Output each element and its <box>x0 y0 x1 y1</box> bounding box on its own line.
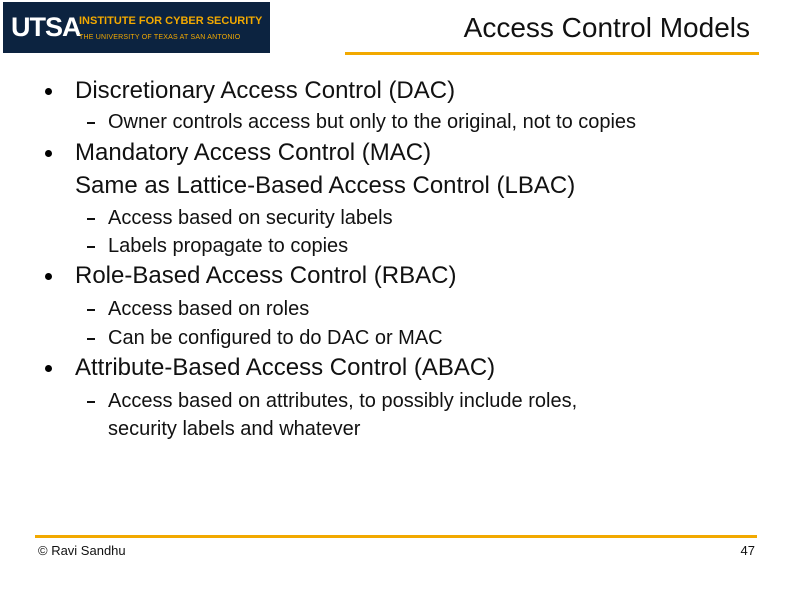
logo-institute-name: INSTITUTE FOR CYBER SECURITY <box>79 15 263 27</box>
logo-university-name: THE UNIVERSITY OF TEXAS AT SAN ANTONIO <box>79 34 241 41</box>
sub-bullet-rbac-1: Access based on roles <box>108 298 310 320</box>
dash-icon <box>87 246 95 248</box>
bullet-dot-icon <box>45 273 52 280</box>
page-number: 47 <box>740 543 755 558</box>
sub-bullet-dac-1: Owner controls access but only to the original, not to copies <box>108 111 637 133</box>
bullet-dot-icon <box>45 88 52 95</box>
dash-icon <box>87 338 95 340</box>
logo-wordmark: UTSA <box>11 12 81 42</box>
bullet-rbac: Role-Based Access Control (RBAC) <box>75 262 457 289</box>
bullet-dac: Discretionary Access Control (DAC) <box>75 77 456 104</box>
bullet-abac: Attribute-Based Access Control (ABAC) <box>75 354 496 381</box>
footer-divider <box>35 535 757 538</box>
dash-icon <box>87 309 95 311</box>
sub-bullet-mac-2: Labels propagate to copies <box>108 235 349 257</box>
dash-icon <box>87 218 95 220</box>
dash-icon <box>87 401 95 403</box>
footer-author: © Ravi Sandhu <box>38 543 126 558</box>
sub-bullet-abac-1: Access based on attributes, to possibly include roles, <box>108 390 578 412</box>
bullet-mac: Mandatory Access Control (MAC) <box>75 139 432 166</box>
sub-bullet-abac-1-cont: security labels and whatever <box>108 418 361 440</box>
dash-icon <box>87 122 95 124</box>
bullet-dot-icon <box>45 365 52 372</box>
bullet-mac-line2: Same as Lattice-Based Access Control (LBAC) <box>75 172 576 199</box>
bullet-dot-icon <box>45 150 52 157</box>
sub-bullet-rbac-2: Can be configured to do DAC or MAC <box>108 327 443 349</box>
slide-title: Access Control Models <box>463 12 750 43</box>
sub-bullet-mac-1: Access based on security labels <box>108 207 393 229</box>
